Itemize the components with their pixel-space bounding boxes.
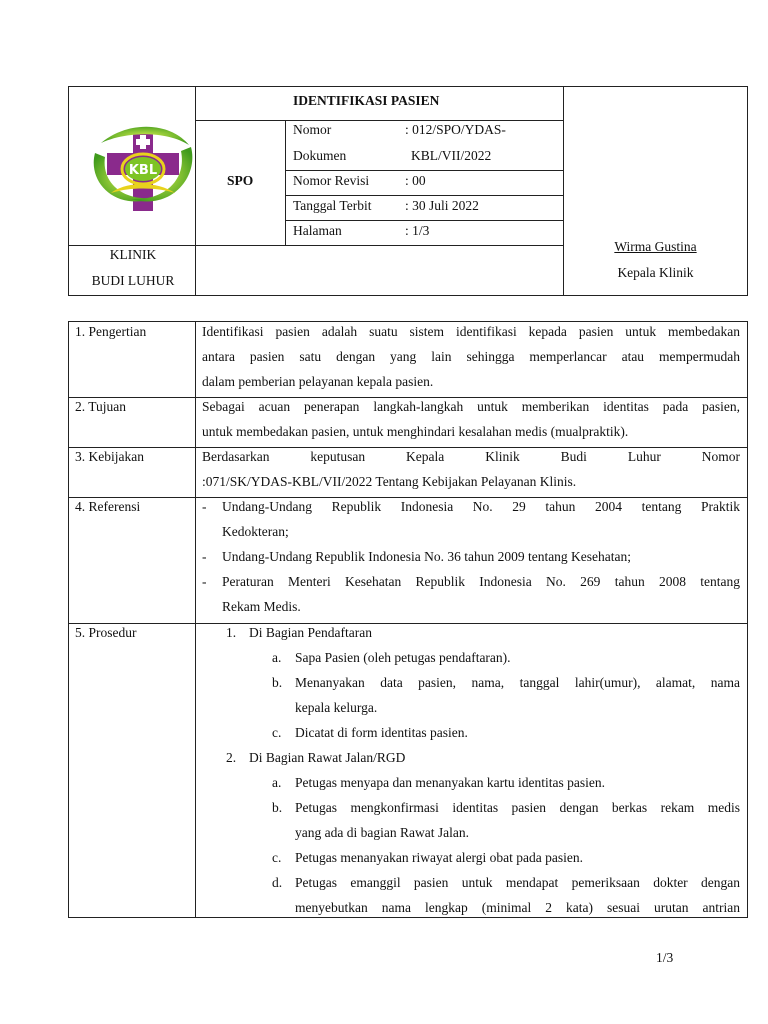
step-2-item-a-text: Petugas menyapa dan menanyakan kartu identitas pasien. — [295, 775, 606, 790]
step-1-item-c-letter: c. — [272, 725, 282, 740]
referensi-bullet-3: - — [202, 574, 207, 589]
header-table — [68, 86, 748, 296]
kebijakan-line-2: :071/SK/YDAS-KBL/VII/2022 Tentang Kebijakan Pelayanan Klinis. — [202, 474, 577, 489]
step-2-item-a-letter: a. — [272, 775, 282, 790]
step-2-item-b-letter: b. — [272, 800, 283, 815]
step-2-item-d-line-1: Petugas emanggil pasien untuk mendapat pemeriksaan dokter dengan — [295, 875, 740, 890]
step-2-number: 2. — [226, 750, 237, 765]
tujuan-line-1: Sebagai acuan penerapan langkah-langkah untuk memberikan identitas pada pasien, — [202, 399, 740, 414]
field-revisi-value: : 00 — [405, 173, 426, 188]
clinic-name-line1: KLINIK — [109, 247, 157, 262]
step-2-item-d-letter: d. — [272, 875, 283, 890]
pengertian-line-1: Identifikasi pasien adalah suatu sistem identifikasi kepada pasien untuk membedakan — [202, 324, 740, 339]
procedure-table — [68, 321, 748, 918]
referensi-item-1-line-1: Undang-Undang Republik Indonesia No. 29 tahun 2004 tentang Praktik — [222, 499, 740, 514]
kebijakan-line-1: Berdasarkan keputusan Kepala Klinik Budi Luhur Nomor — [202, 449, 740, 464]
referensi-bullet-1: - — [202, 499, 207, 514]
clinic-name-line2: BUDI LUHUR — [91, 273, 175, 288]
referensi-item-3-line-1: Peraturan Menteri Kesehatan Republik Indonesia No. 269 tahun 2008 tentang — [222, 574, 740, 589]
step-2-item-b-line-2: yang ada di bagian Rawat Jalan. — [295, 825, 469, 840]
page-number: 1/3 — [656, 950, 674, 965]
step-2-item-d-line-2: menyebutkan nama lengkap (minimal 2 kata) sesuai urutan antrian — [295, 900, 740, 915]
svg-text:KBL: KBL — [128, 163, 158, 178]
step-1-item-c-text: Dicatat di form identitas pasien. — [295, 725, 468, 740]
field-halaman-value: : 1/3 — [405, 223, 430, 238]
signer-name: Wirma Gustina — [614, 239, 697, 254]
document-title: IDENTIFIKASI PASIEN — [293, 93, 440, 108]
step-1-item-a-text: Sapa Pasien (oleh petugas pendaftaran). — [295, 650, 511, 665]
section-label-pengertian: 1. Pengertian — [75, 324, 147, 339]
tujuan-line-2: untuk membedakan pasien, untuk menghindari kesalahan medis (mualpraktik). — [202, 424, 629, 439]
referensi-item-2-line-1: Undang-Undang Republik Indonesia No. 36 tahun 2009 tentang Kesehatan; — [222, 549, 632, 564]
step-2-item-c-letter: c. — [272, 850, 282, 865]
referensi-item-3-line-2: Rekam Medis. — [222, 599, 301, 614]
step-1-item-a-letter: a. — [272, 650, 282, 665]
field-terbit-value: : 30 Juli 2022 — [405, 198, 479, 213]
spo-label: SPO — [227, 173, 254, 188]
step-1-item-b-letter: b. — [272, 675, 283, 690]
referensi-bullet-2: - — [202, 549, 207, 564]
section-label-tujuan: 2. Tujuan — [75, 399, 127, 414]
pengertian-line-2: antara pasien satu dengan yang lain sehingga memperlancar atau mempermudah — [202, 349, 740, 364]
field-nomor-label-2: Dokumen — [293, 148, 347, 163]
section-label-kebijakan: 3. Kebijakan — [75, 449, 144, 464]
signer-title: Kepala Klinik — [617, 265, 694, 280]
field-halaman-label: Halaman — [293, 223, 342, 238]
referensi-item-1-line-2: Kedokteran; — [222, 524, 289, 539]
field-nomor-value-2: KBL/VII/2022 — [411, 148, 492, 163]
pengertian-line-3: dalam pemberian pelayanan kepala pasien. — [202, 374, 434, 389]
step-1-item-b-line-1: Menanyakan data pasien, nama, tanggal lahir(umur), alamat, nama — [295, 675, 740, 690]
section-label-referensi: 4. Referensi — [75, 499, 141, 514]
step-1-number: 1. — [226, 625, 237, 640]
field-terbit-label: Tanggal Terbit — [293, 198, 372, 213]
step-1-title: Di Bagian Pendaftaran — [249, 625, 372, 640]
field-nomor-value-1: : 012/SPO/YDAS- — [405, 122, 506, 137]
section-label-prosedur: 5. Prosedur — [75, 625, 137, 640]
clinic-logo — [87, 123, 199, 219]
step-2-item-b-line-1: Petugas mengkonfirmasi identitas pasien dengan berkas rekam medis — [295, 800, 740, 815]
step-2-item-c-text: Petugas menanyakan riwayat alergi obat pada pasien. — [295, 850, 584, 865]
field-nomor-label-1: Nomor — [293, 122, 332, 137]
step-1-item-b-line-2: kepala kelurga. — [295, 700, 378, 715]
field-revisi-label: Nomor Revisi — [293, 173, 370, 188]
step-2-title: Di Bagian Rawat Jalan/RGD — [249, 750, 406, 765]
